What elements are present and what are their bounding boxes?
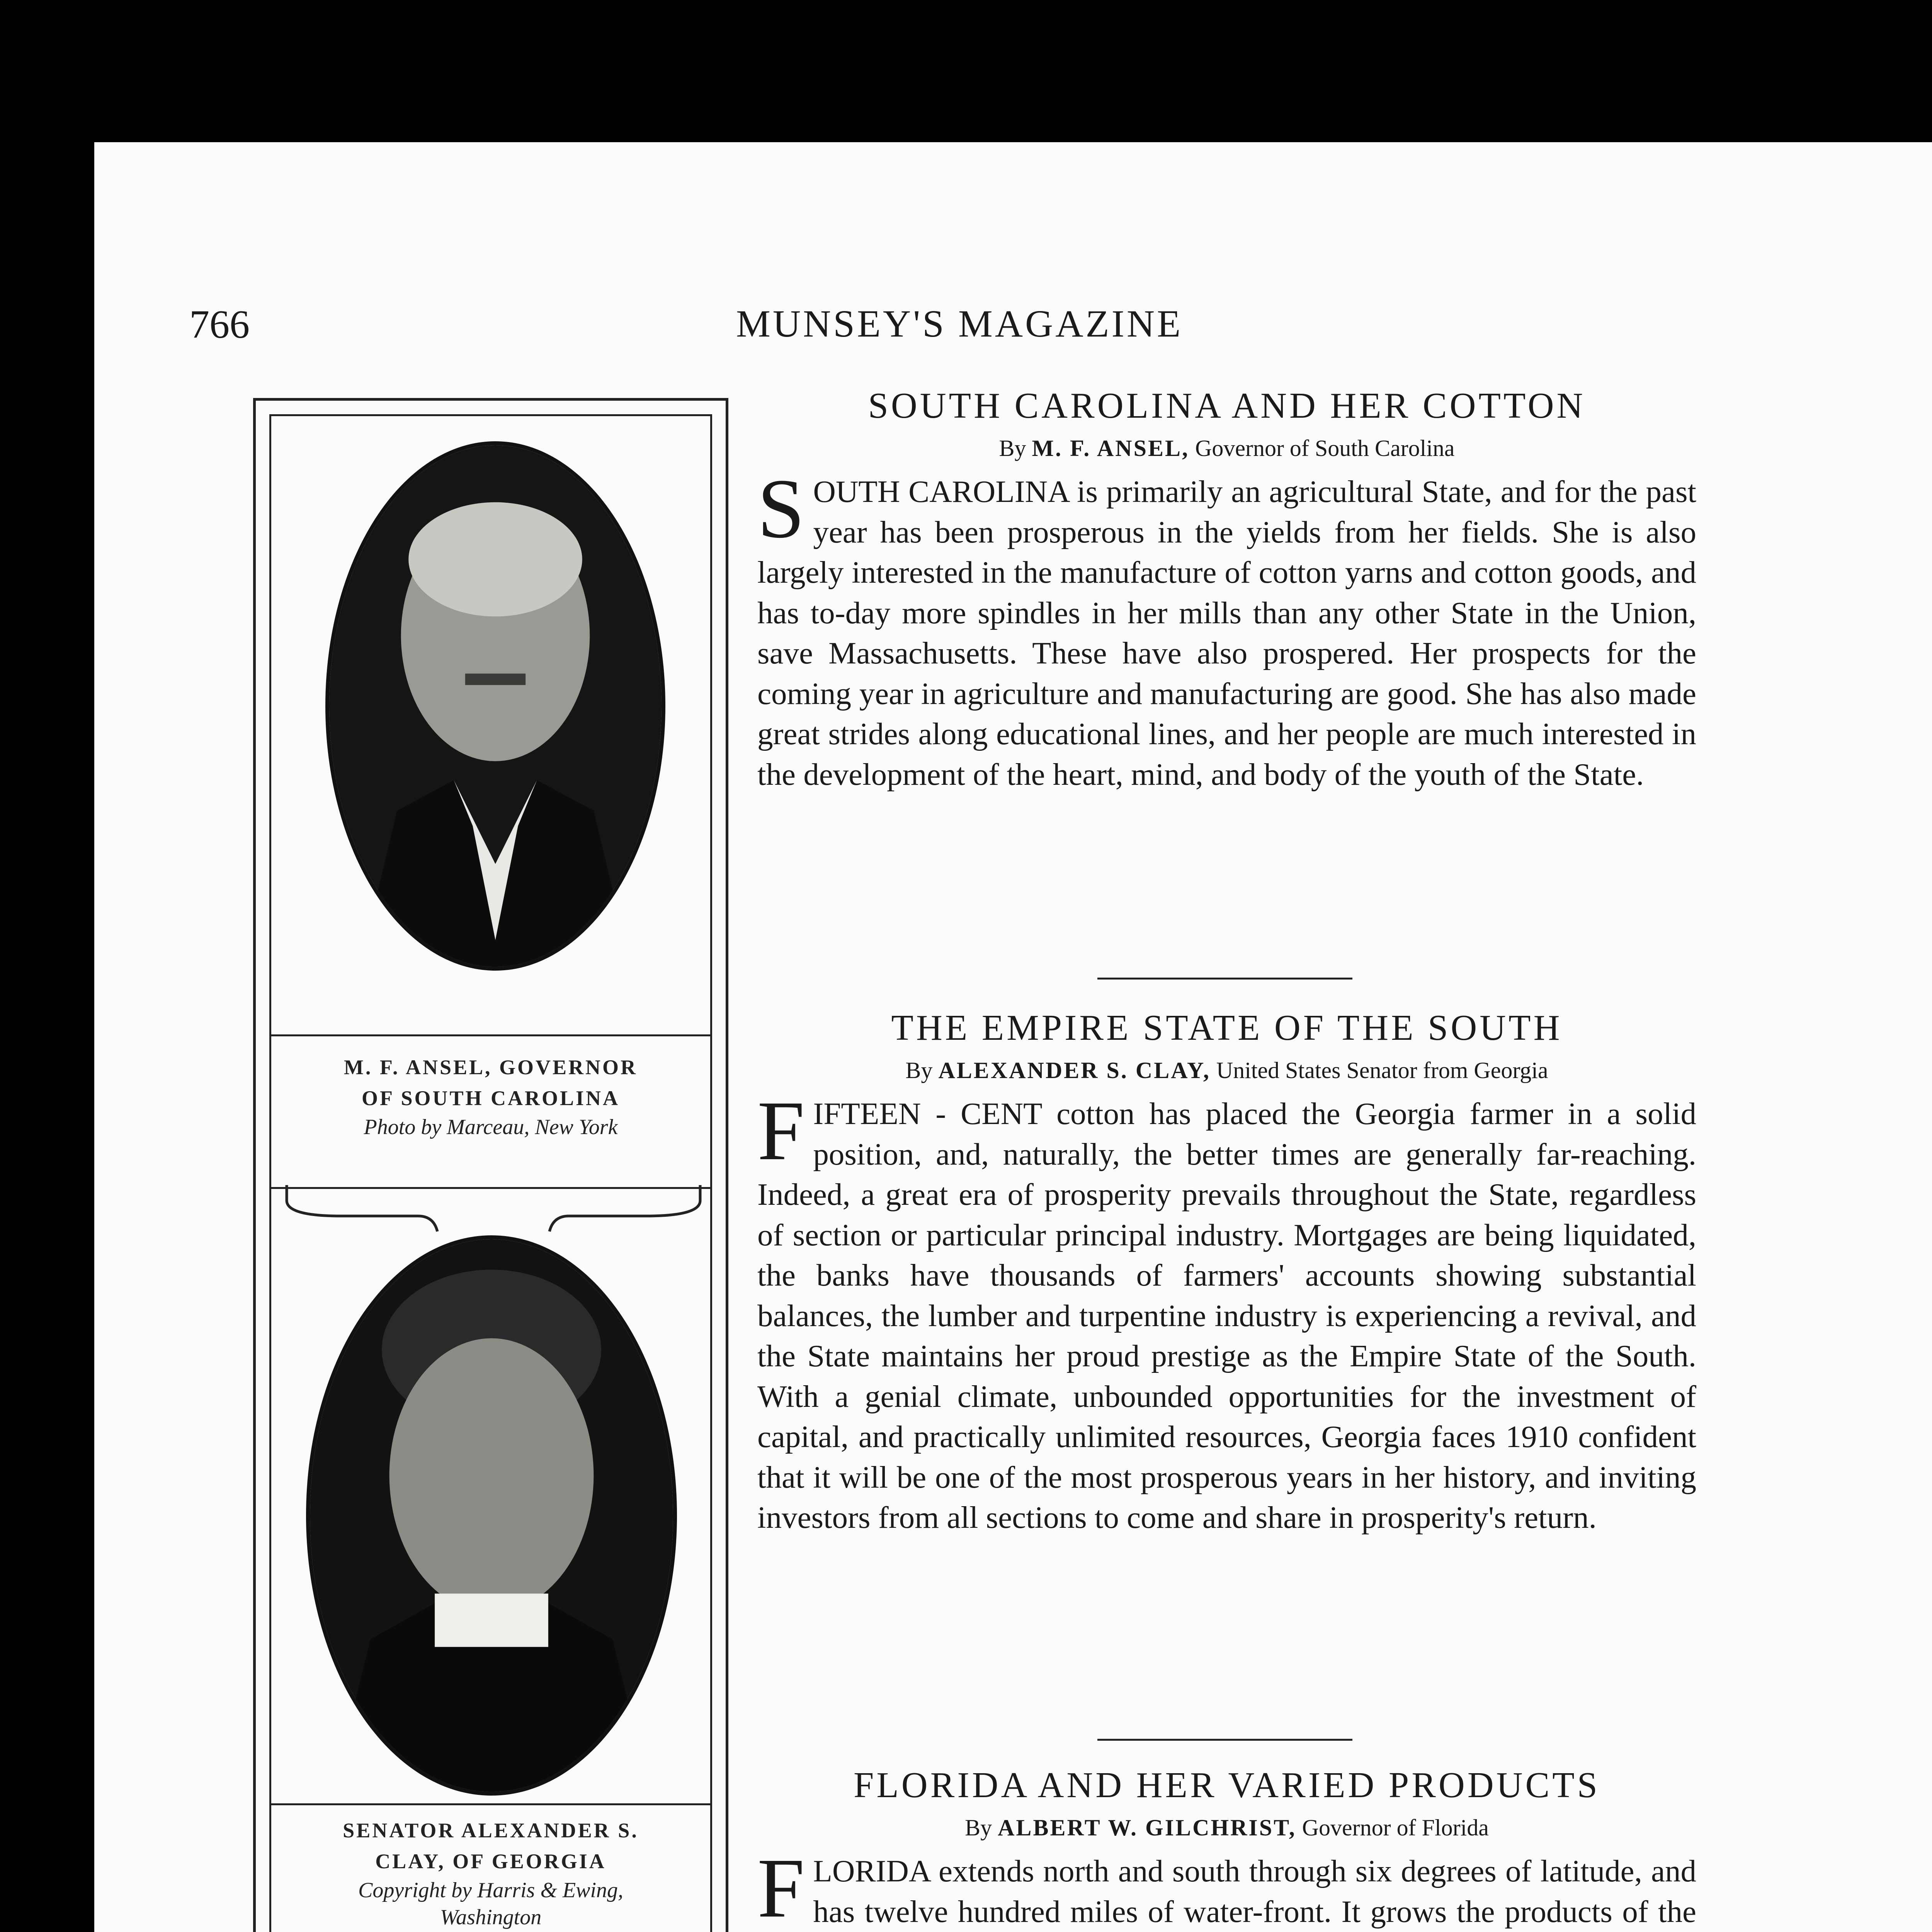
article-florida bbox=[757, 1762, 1696, 1932]
article-title: FLORIDA AND HER VARIED PRODUCTS bbox=[854, 1765, 1600, 1805]
portrait-clay-image bbox=[310, 1239, 673, 1792]
caption-clay bbox=[271, 1803, 710, 1932]
author-name: ALEXANDER S. CLAY, bbox=[938, 1058, 1211, 1083]
article-body: FLORIDA extends north and south through six degrees of latitude, and has twelve hundred miles of water-front. It grows the products of the bbox=[757, 1841, 1696, 1932]
article-georgia bbox=[757, 1005, 1696, 1538]
drop-cap: F bbox=[757, 1841, 805, 1932]
author-name: M. F. ANSEL, bbox=[1032, 435, 1189, 461]
caption-line: OF SOUTH CAROLINA bbox=[361, 1087, 620, 1110]
portrait-ansel bbox=[325, 441, 665, 971]
author-role: United States Senator from Georgia bbox=[1216, 1058, 1548, 1083]
photo-credit: Copyright by Harris & Ewing, bbox=[358, 1878, 624, 1902]
author-role: Governor of South Carolina bbox=[1195, 435, 1455, 461]
caption-line: CLAY, OF GEORGIA bbox=[375, 1850, 606, 1873]
page-number: 766 bbox=[189, 302, 250, 347]
article-byline: By ALBERT W. GILCHRIST, Governor of Florida bbox=[965, 1815, 1489, 1840]
drop-cap: F bbox=[757, 1083, 805, 1178]
author-name: ALBERT W. GILCHRIST, bbox=[998, 1815, 1296, 1840]
article-south-carolina bbox=[757, 383, 1696, 794]
article-body: FIFTEEN - CENT cotton has placed the Georgia farmer in a solid position, and, naturally, the better times are generally far-reaching. Indeed, a great era of prosperity prevails throughout the State, regardless of section or particular principal industry. Mortgages are being liquidated, the banks have thousands of farmers' accounts showing substantial balances, the lumber and turpentine industry is experiencing a revival, and the State maintains her proud prestige as the Empire State of the South. With a genial climate, unbounded opportunities for the investment of capital, and practically unlimited resources, Georgia faces 1910 confident that it will be one of the most prosperous years in her history, and inviting investors from all sections to come and share in prosperity's return. bbox=[757, 1083, 1696, 1535]
article-title: SOUTH CAROLINA AND HER COTTON bbox=[868, 386, 1586, 426]
portrait-column bbox=[253, 398, 728, 1932]
section-divider bbox=[1097, 978, 1352, 980]
caption-line: M. F. ANSEL, GOVERNOR bbox=[344, 1056, 638, 1079]
author-role: Governor of Florida bbox=[1302, 1815, 1489, 1840]
photo-credit: Washington bbox=[440, 1905, 542, 1929]
running-head bbox=[189, 301, 1862, 355]
portrait-clay bbox=[306, 1235, 677, 1796]
photo-credit: Photo by Marceau, New York bbox=[364, 1115, 618, 1139]
article-byline: By M. F. ANSEL, Governor of South Carolina bbox=[999, 435, 1455, 461]
article-body: SOUTH CAROLINA is primarily an agricultural State, and for the past year has been prosperous in the yields from her fields. She is also largely interested in the manufacture of cotton yarns and cotton goods, and has to-day more spindles in her mills than any other State in the Union, save Massachusetts. These have also prospered. Her prospects for the coming year in agriculture and manufacturing are good. She has also made great strides along educational lines, and her people are much interested in the development of the heart, mind, and body of the youth of the State. bbox=[757, 461, 1696, 792]
drop-cap: S bbox=[757, 461, 805, 556]
caption-ansel bbox=[271, 1034, 710, 1189]
section-divider bbox=[1097, 1739, 1352, 1741]
article-byline: By ALEXANDER S. CLAY, United States Senator from Georgia bbox=[905, 1058, 1548, 1083]
article-title: THE EMPIRE STATE OF THE SOUTH bbox=[891, 1008, 1563, 1048]
portrait-clay-cell bbox=[271, 1220, 710, 1929]
magazine-title: MUNSEY'S MAGAZINE bbox=[736, 302, 1183, 345]
caption-line: SENATOR ALEXANDER S. bbox=[343, 1819, 639, 1842]
portrait-ansel-image bbox=[329, 445, 662, 967]
portrait-ansel-cell bbox=[271, 416, 710, 1139]
portrait-column-inner-frame bbox=[269, 414, 712, 1932]
